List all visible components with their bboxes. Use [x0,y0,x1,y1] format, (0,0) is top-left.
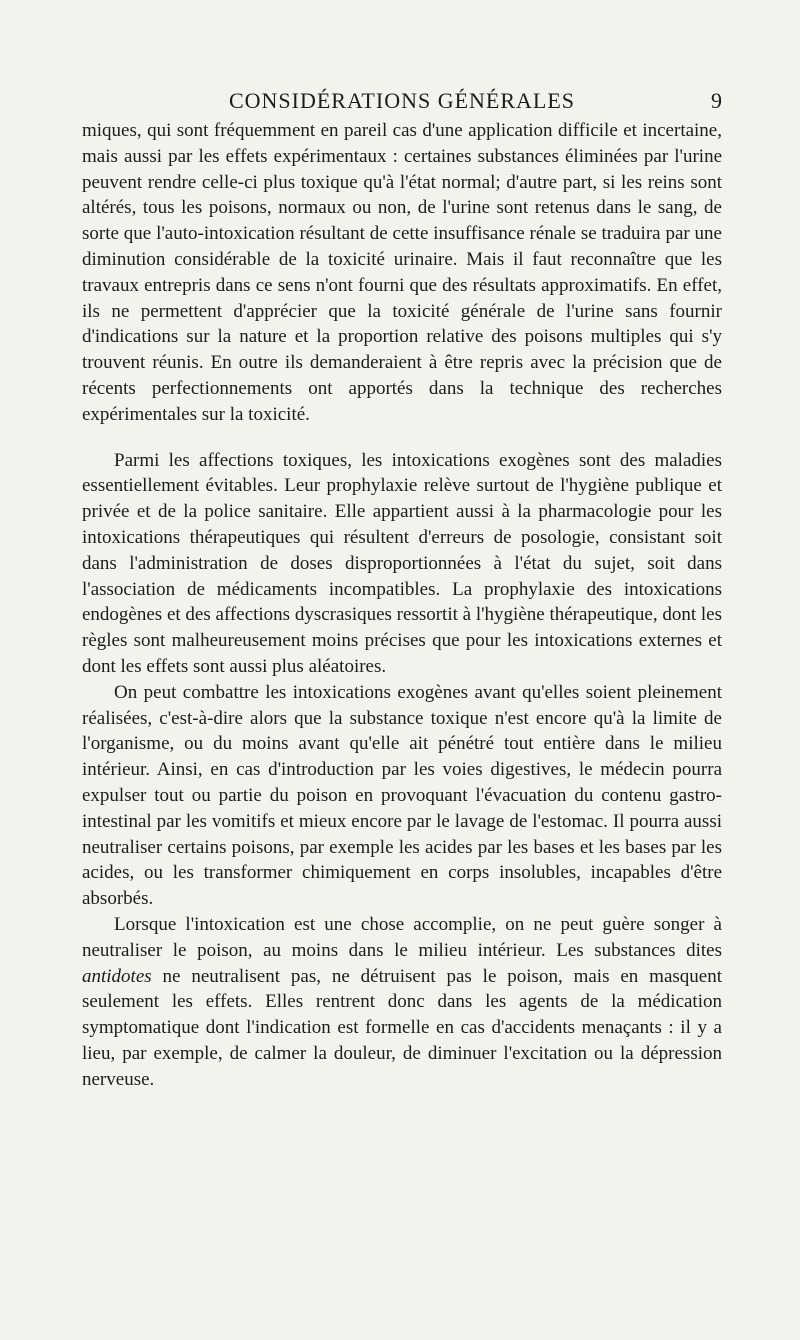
paragraph-prophylaxis: Parmi les affections toxiques, les intoxications exogènes sont des maladies essentiellement évitables. Leur prophylaxie relève surtout de l'hygiène publique et privée et de la police sanitaire. Elle appartient aussi à la pharmacologie pour les intoxications thérapeutiques qui résultent d'erreurs de posologie, consistant soit dans l'administration de doses disproportionnées à l'état du sujet, soit dans l'association de médicaments incompatibles. La prophylaxie des intoxications endogènes et des affections dyscrasiques ressortit à l'hygiène thérapeutique, dont les règles sont malheureusement moins précises que pour les intoxications externes et dont les effets sont aussi plus aléatoires. [82,449,722,677]
paragraph-antidotes [82,912,722,1093]
paragraph-exogenous: On peut combattre les intoxications exogènes avant qu'elles soient pleinement réalisées, c'est-à-dire alors que la substance toxique n'est encore qu'à la limite de l'organisme, ou du moins avant qu'elle ait pénétré tout entière dans le milieu intérieur. Ainsi, en cas d'introduction par les voies digestives, le médecin pourra expulser tout ou partie du poison en provoquant l'évacuation du contenu gastro-intestinal par les vomitifs et mieux encore par le lavage de l'estomac. Il pourra aussi neutraliser certains poisons, par exemple les acides par les bases et les bases par les acides, ou les transformer chimiquement en corps insolubles, incapables d'être absorbés. [82,681,722,910]
paragraph-antidotes-before: Lorsque l'intoxication est une chose accomplie, on ne peut guère songer à neutraliser le poison, au moins dans le milieu intérieur. Les substances dites [82,913,722,961]
page-number: 9 [711,88,722,113]
antidotes-term: antidotes [82,965,152,987]
paragraph-antidotes-after: ne neutralisent pas, ne détruisent pas le poison, mais en masquent seulement les effets. Elles rentrent donc dans les agents de la médication symptomatique dont l'indication est formelle en cas d'accidents menaçants : il y a lieu, par exemple, de calmer la douleur, de diminuer l'excitation ou la dépression nerveuse. [82,965,722,1090]
running-head [82,88,722,118]
paragraph-continuation: miques, qui sont fréquemment en pareil cas d'une application difficile et incertaine, mais aussi par les effets expérimentaux : certaines substances éliminées par l'urine peuvent rendre celle-ci plus toxique qu'à l'état normal; d'autre part, si les reins sont altérés, tous les poisons, normaux ou non, de l'urine sont retenus dans le sang, de sorte que l'auto-intoxication résultant de cette insuffisance rénale se traduira par une diminution considérable de la toxicité urinaire. Mais il faut reconnaître que les travaux entrepris dans ce sens n'ont fourni que des résultats approximatifs. En effet, ils ne permettent d'apprécier que la toxicité générale de l'urine sans fournir d'indications sur la nature et la proportion relative des poisons multiples qui s'y trouvent réunis. En outre ils demanderaient à être repris avec la précision que de récents perfectionnements ont apportés dans la technique des recherches expérimentales sur la toxicité. [82,120,722,425]
body-text [82,118,722,1092]
chapter-title: CONSIDÉRATIONS GÉNÉRALES [228,88,576,113]
